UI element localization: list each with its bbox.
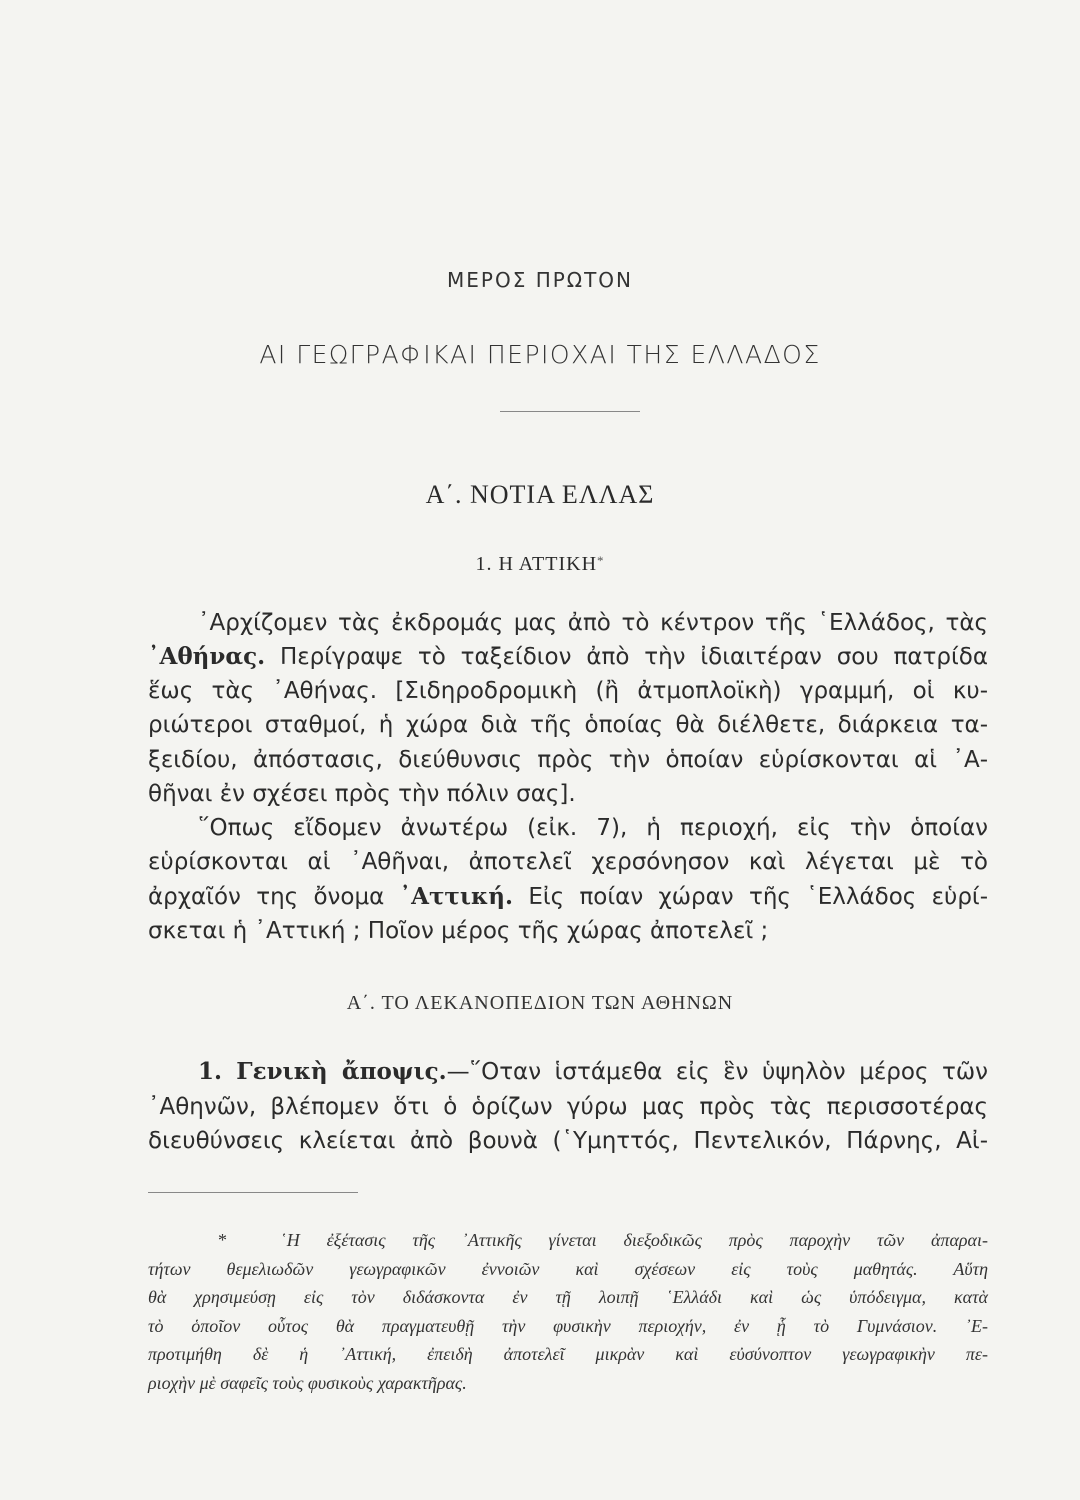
- paragraph-1-line-6: θῆναι ἐν σχέσει πρὸς τὴν πόλιν σας].: [148, 781, 576, 807]
- paragraph-2-line-3-text: ἀρχαῖόν της ὄνομα: [148, 884, 385, 910]
- section-title: Α΄. ΝΟΤΙΑ ΕΛΛΑΣ: [425, 480, 655, 509]
- subsection-title-text: 1. Η ΑΤΤΙΚΗ: [475, 553, 598, 575]
- footnote-line-4: τὸ ὁποῖον οὗτος θὰ πραγματευθῇ τὴν φυσικὴν περιοχήν, ἐν ᾗ τὸ Γυμνάσιον. ᾿Ε-: [148, 1316, 988, 1336]
- section-heading-basin: Α΄. ΤΟ ΛΕΚΑΝΟΠΕΔΙΟΝ ΤΩΝ ΑΘΗΝΩΝ: [346, 992, 734, 1014]
- footnote-line-6: ριοχὴν μὲ σαφεῖς τοὺς φυσικοὺς χαρακτῆρας.: [148, 1373, 467, 1393]
- footnote-divider: [148, 1192, 358, 1193]
- footnote-mark: *: [218, 1230, 227, 1250]
- title-divider: [500, 411, 640, 412]
- paragraph-2-line-4: σκεται ἡ ᾿Αττική ; Ποῖον μέρος τῆς χώρας ἀποτελεῖ ;: [148, 918, 769, 944]
- paragraph-2-line-3-tail: Εἰς ποίαν χώραν τῆς ῾Ελλάδος εὑρί-: [528, 884, 989, 910]
- subsection-title: [0, 553, 1080, 576]
- paragraph-3-line-3: διευθύνσεις κλείεται ἀπὸ βουνὰ (῾Υμηττός, Πεντελικόν, Πάρνης, Αἰ-: [148, 1128, 988, 1154]
- paragraph-1-line-5: ξειδίου, ἀπόστασις, διεύθυνσις πρὸς τὴν ὁποίαν εὑρίσκονται αἱ ᾿Α-: [148, 747, 988, 773]
- paragraph-2-line-3: [148, 882, 988, 912]
- footnote-line-2: τήτων θεμελιωδῶν γεωγραφικῶν ἐννοιῶν καὶ σχέσεων εἰς τοὺς μαθητάς. Αὕτη: [148, 1259, 988, 1279]
- footnote-line-1: [218, 1228, 988, 1252]
- paragraph-2-line-1: ῞Οπως εἴδομεν ἀνωτέρω (εἰκ. 7), ἡ περιοχή, εἰς τὴν ὁποίαν: [198, 815, 988, 841]
- paragraph-1-line-1: ᾿Αρχίζομεν τὰς ἐκδρομάς μας ἀπὸ τὸ κέντρον τῆς ῾Ελλάδος, τὰς: [198, 610, 988, 636]
- paragraph-1-line-4: ριώτεροι σταθμοί, ἡ χώρα διὰ τῆς ὁποίας θὰ διέλθετε, διάρκεια τα-: [148, 712, 988, 738]
- bold-term-athens: ᾿Αθήνας.: [148, 643, 266, 670]
- paragraph-3-line-2: ᾿Αθηνῶν, βλέπομεν ὅτι ὁ ὁρίζων γύρω μας πρὸς τὰς περισσοτέρας: [148, 1094, 988, 1120]
- paragraph-1-line-2-text: Περίγραψε τὸ ταξείδιον ἀπὸ τὴν ἰδιαιτέραν σου πατρίδα: [279, 644, 988, 670]
- bold-term-general-view: 1. Γενικὴ ἄποψις.: [198, 1058, 447, 1085]
- footnote-line-3: θὰ χρησιμεύσῃ εἰς τὸν διδάσκοντα ἐν τῇ λοιπῇ ῾Ελλάδι καὶ ὡς ὑπόδειγμα, κατὰ: [148, 1287, 988, 1307]
- footnote-line-1-text: ῾Η ἐξέτασις τῆς ᾿Αττικῆς γίνεται διεξοδικῶς πρὸς παροχὴν τῶν ἀπαραι-: [280, 1230, 988, 1250]
- bold-term-attica: ᾿Αττική.: [399, 883, 513, 910]
- part-title: ΜΕΡΟΣ ΠΡΩΤΟΝ: [447, 268, 633, 292]
- paragraph-2-line-2: εὑρίσκονται αἱ ᾿Αθῆναι, ἀποτελεῖ χερσόνησον καὶ λέγεται μὲ τὸ: [148, 849, 988, 875]
- paragraph-1-line-2: [148, 642, 988, 672]
- part-subtitle: ΑΙ ΓΕΩΓΡΑΦΙΚΑΙ ΠΕΡΙΟΧΑΙ ΤΗΣ ΕΛΛΑΔΟΣ: [259, 340, 821, 369]
- paragraph-3-line-1: [198, 1057, 988, 1087]
- footnote-reference-mark: *: [597, 553, 605, 568]
- footnote-line-5: προτιμήθη δὲ ἡ ᾿Αττική, ἐπειδὴ ἀποτελεῖ μικρὰν καὶ εὐσύνοπτον γεωγραφικὴν πε-: [148, 1344, 988, 1364]
- paragraph-3-line-1-text: —῞Οταν ἱστάμεθα εἰς ἓν ὑψηλὸν μέρος τῶν: [446, 1059, 989, 1085]
- paragraph-1-line-3: ἕως τὰς ᾿Αθήνας. [Σιδηροδρομικὴ (ἢ ἀτμοπλοϊκὴ) γραμμή, οἱ κυ-: [148, 678, 988, 704]
